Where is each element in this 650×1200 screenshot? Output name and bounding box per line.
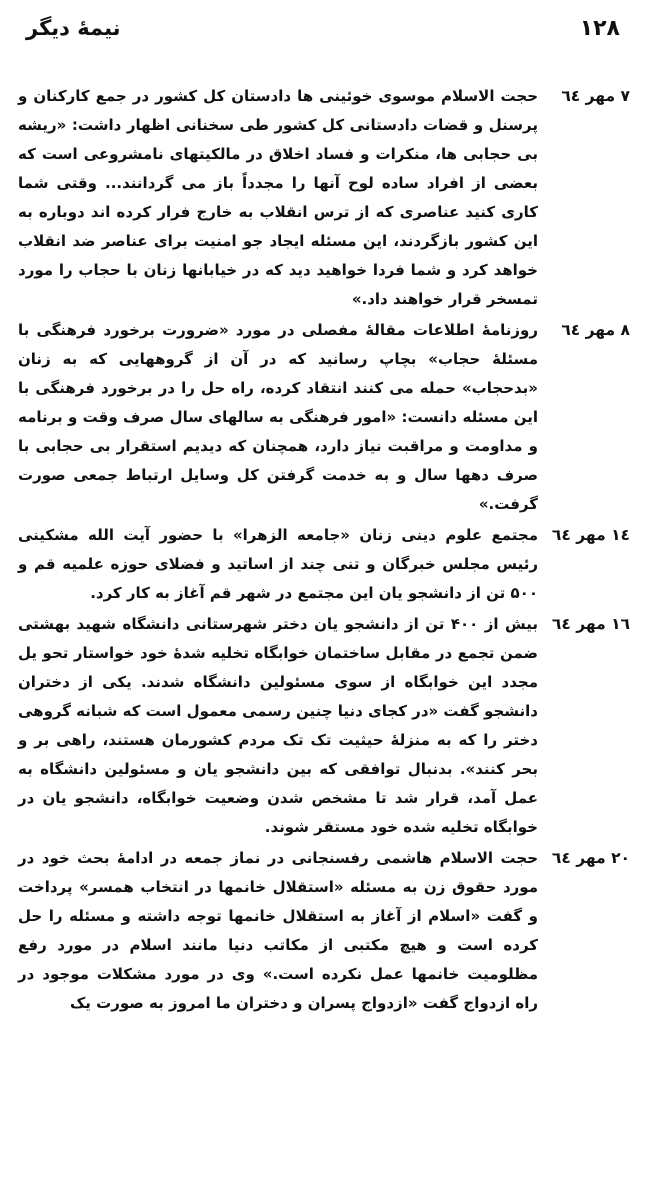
entry-text: بیش از ۴۰۰ تن از دانشجو یان دختر شهرستانی دانشگاه شهید بهشتی ضمن تجمع در مقابل ساختمان خوابگاه تخلیه شدهٔ خود خواستار تحو یل مجدد این خوابگاه از سوی مسئولین دانشگاه شدند. یکی از دختران دانشجو گفت «در کجای دنیا چنین رسمی معمول است که شبانه گروهی دختر را که به منزلهٔ حیثیت تک تک مردم کشورمان هستند، راهی بر و بحر کنند». بدنبال توافقی که بین دانشجو یان و مسئولین دانشگاه به عمل آمد، قرار شد تا مشخص شدن وضعیت خوابگاه، دانشجو یان در خوابگاه تخلیه شده خود مستقر شوند. bbox=[18, 615, 538, 836]
chronology-entry bbox=[18, 610, 630, 842]
chronology-entry bbox=[18, 521, 630, 608]
chronology-entry bbox=[18, 82, 630, 314]
entry-date: ۲۰ مهر ٦٤ bbox=[551, 849, 630, 867]
entry-text: حجت الاسلام موسوی خوئینی ها دادستان کل کشور در جمع کارکنان و پرسنل و قضات دادستانی کل کشور طی سخنانی اظهار داشت: «ریشه بی حجابی ها، منکرات و فساد اخلاق در مالکیتهای نامشروعی است که بعضی از افراد ساده لوح آنها را مجدداً باز می گردانند... وقتی شما کاری کنید عناصری که از ترس انقلاب به خارج فرار کرده اند دوباره به این کشور بازگردند، این مسئله ایجاد جو امنیت برای عناصر ضد انقلاب خواهد کرد و شما فردا خواهید دید که در خیابانها زنان با حجاب را مورد تمسخر قرار خواهند داد.» bbox=[18, 87, 538, 308]
page-number: ۱۲۸ bbox=[579, 16, 620, 41]
page-header bbox=[20, 12, 630, 52]
chronology-entry bbox=[18, 844, 630, 1018]
entry-text: مجتمع علوم دینی زنان «جامعه الزهرا» با حضور آیت الله مشکینی رئیس مجلس خبرگان و تنی چند از اساتید و فضلای حوزه علمیه قم و ۵۰۰ تن از دانشجو یان این مجتمع در شهر قم آغاز به کار کرد. bbox=[18, 526, 538, 602]
entry-text: روزنامهٔ اطلاعات مقالهٔ مفصلی در مورد «ضرورت برخورد فرهنگی با مسئلهٔ حجاب» بچاپ رسانید که در آن از گروههایی که به زنان «بدحجاب» حمله می کنند انتقاد کرده، راه حل را در برخورد فرهنگی با این مسئله دانست: «امور فرهنگی به سالهای سال صرف وقت و برنامه و مداومت و مراقبت نیاز دارد، همچنان که دیدیم استقرار بی حجابی با صرف دهها سال و به خدمت گرفتن کل وسایل ارتباط جمعی صورت گرفت.» bbox=[18, 321, 538, 513]
chronology-entry bbox=[18, 316, 630, 519]
chronology-entries bbox=[18, 82, 630, 1020]
entry-date: ۷ مهر ٦٤ bbox=[561, 87, 630, 105]
entry-date: ۸ مهر ٦٤ bbox=[561, 321, 630, 339]
entry-date: ١٤ مهر ٦٤ bbox=[551, 526, 630, 544]
entry-date: ١٦ مهر ٦٤ bbox=[551, 615, 630, 633]
entry-text: حجت الاسلام هاشمی رفسنجانی در نماز جمعه در ادامهٔ بحث خود در مورد حقوق زن به مسئله «استقلال خانمها در انتخاب همسر» پرداخت و گفت «اسلام از آغاز به استقلال خانمها توجه داشته و مسئله را حل کرده است و هیچ مکتبی از مکاتب دنیا مانند اسلام در مورد رفع مظلومیت خانمها عمل نکرده است.» وی در مورد مشکلات موجود در راه ازدواج گفت «ازدواج پسران و دختران ما امروز به صورت یک bbox=[18, 849, 538, 1012]
running-title: نیمهٔ دیگر bbox=[26, 16, 121, 40]
